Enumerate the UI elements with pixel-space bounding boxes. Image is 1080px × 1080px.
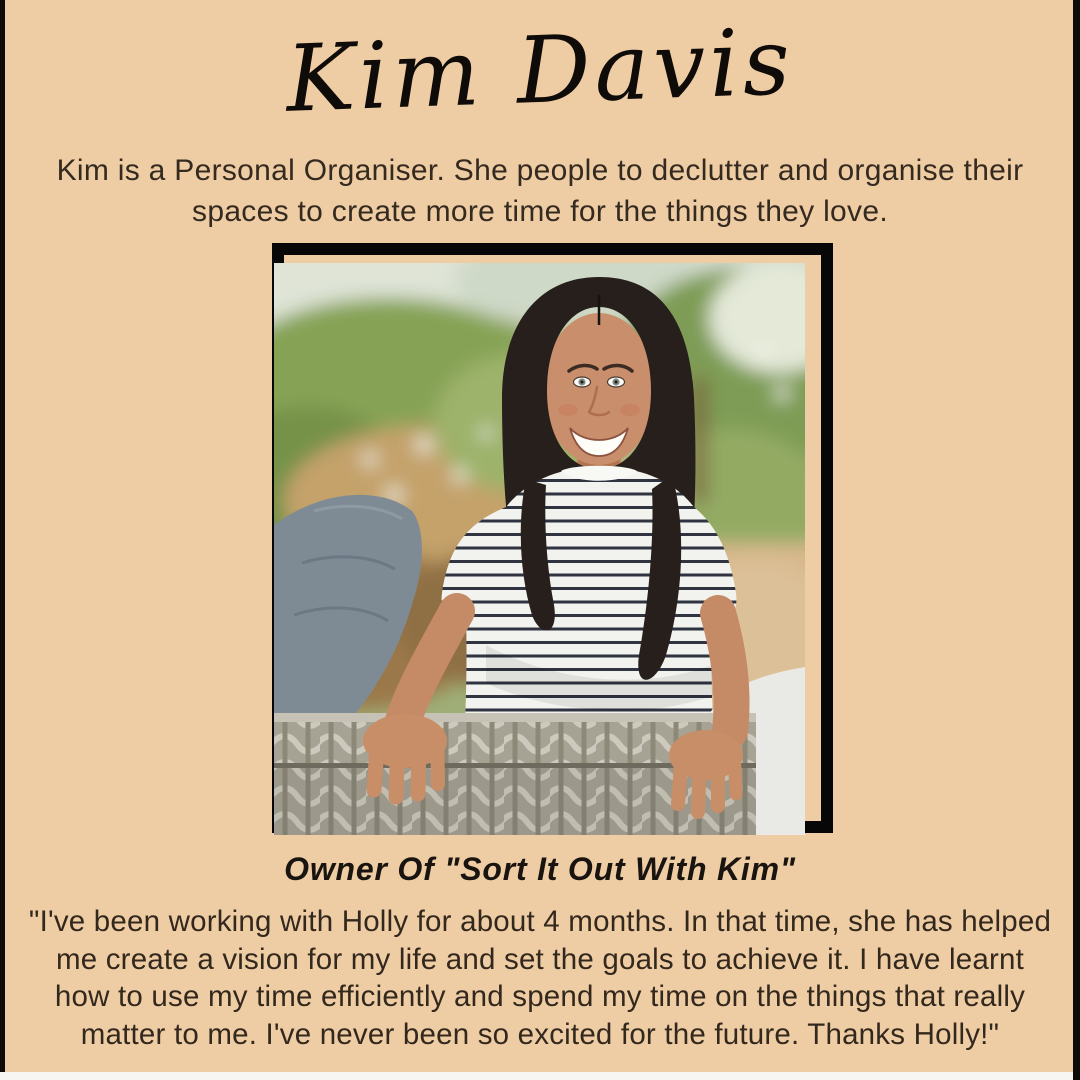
bottom-edge-artifact [0, 1072, 1080, 1080]
photo-block [272, 243, 833, 835]
page-title-signature: Kim Davis [284, 8, 796, 133]
portrait-illustration [274, 263, 805, 835]
right-edge-artifact [1073, 0, 1080, 1080]
testimonial-quote: "I've been working with Holly for about 4 months. In that time, she has helped me create a vision for my life and set the goals to achieve it. I have learnt how to use my time efficiently and spend my time on the things that really matter to me. I've never been so excited for the future. Thanks Holly!" [28, 905, 1052, 1051]
portrait-photo [274, 263, 805, 835]
intro-text: Kim is a Personal Organiser. She people to declutter and organise their spaces to create more time for the things they love. [56, 154, 1024, 228]
left-edge-artifact [0, 0, 5, 1080]
photo-caption: Owner Of "Sort It Out With Kim" [284, 851, 796, 887]
